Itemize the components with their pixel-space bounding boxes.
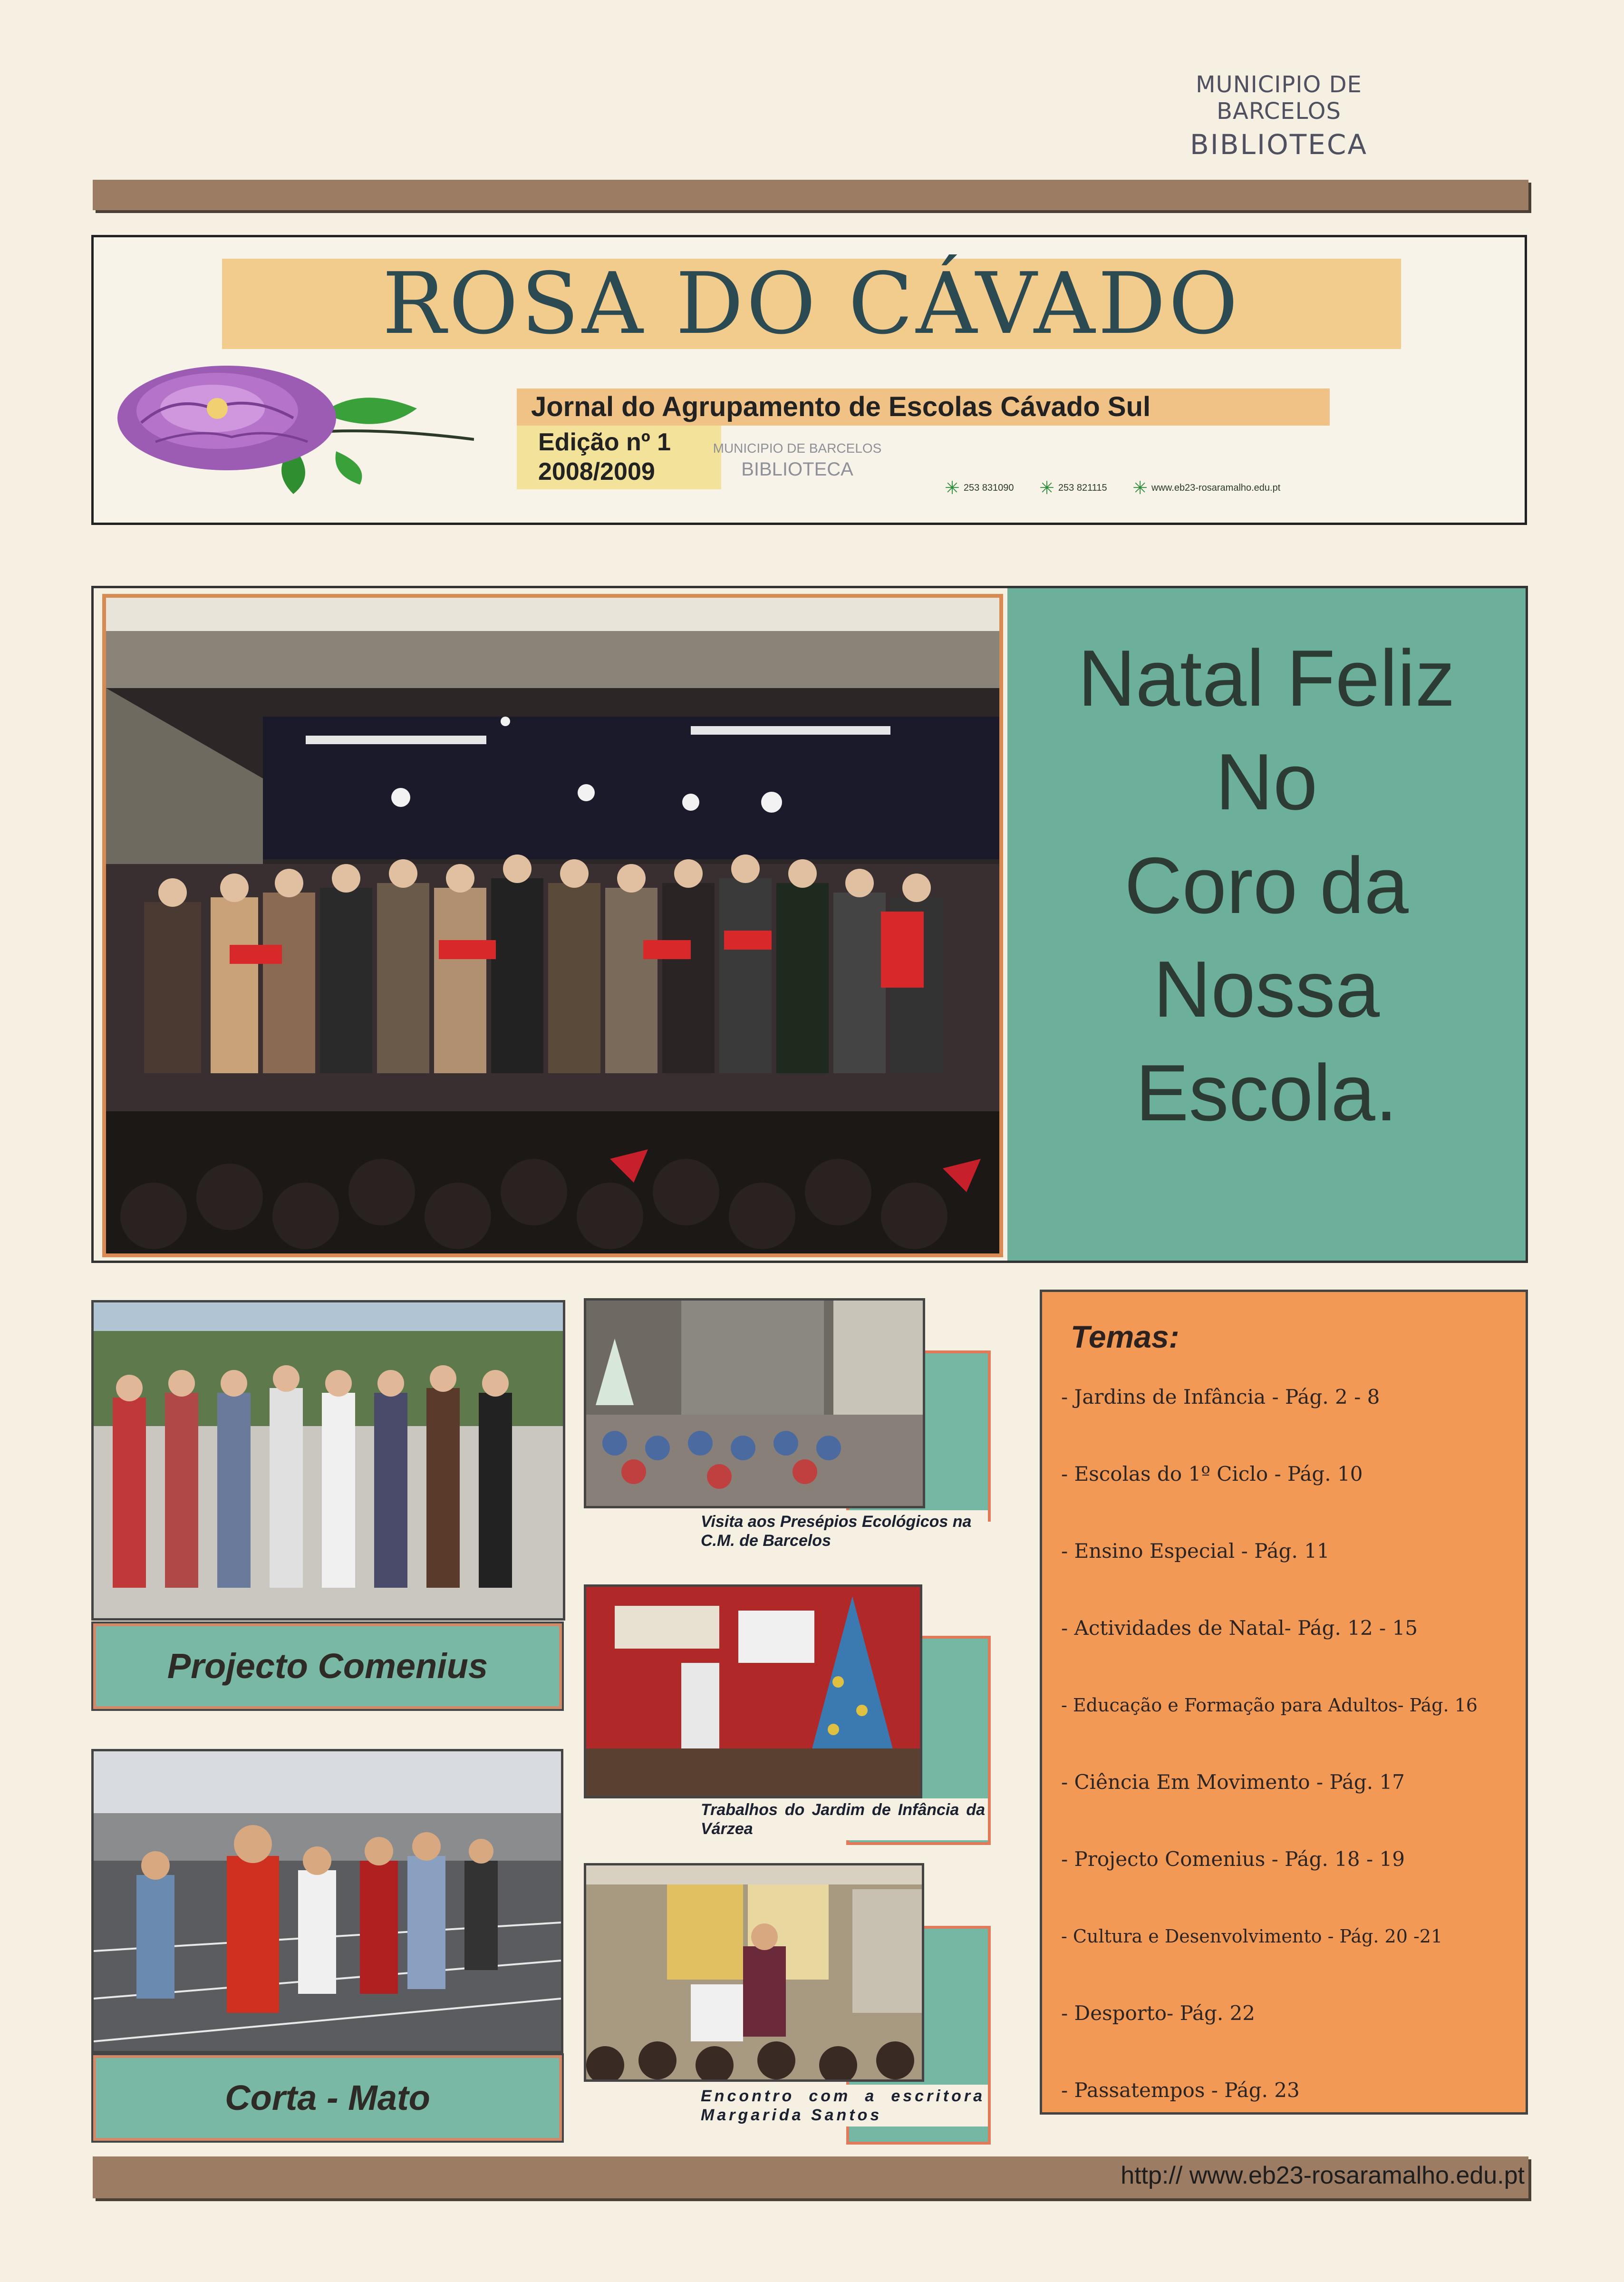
phone-icon: ✳: [945, 478, 960, 498]
headline-line-1: Natal Feliz: [1078, 633, 1455, 723]
corta-mato-caption: Corta - Mato: [225, 2078, 430, 2117]
contact-strip: [945, 477, 1303, 499]
encontro-image: [586, 1865, 922, 2079]
trabalhos-caption: Trabalhos do Jardim de Infância da Várzea: [698, 1798, 988, 1840]
inner-stamp-line-1: MUNICIPIO DE BARCELOS: [713, 441, 882, 456]
rose-logo-icon: [113, 356, 474, 494]
edition-year: 2008/2009: [538, 458, 655, 486]
presepios-photo: [584, 1298, 925, 1508]
phone-icon: ✳: [1039, 478, 1054, 498]
temas-item[interactable]: - Desporto- Pág. 22: [1061, 2001, 1256, 2025]
temas-item[interactable]: - Escolas do 1º Ciclo - Pág. 10: [1061, 1462, 1363, 1486]
presepios-image: [586, 1301, 923, 1506]
newspaper-subtitle: Jornal do Agrupamento de Escolas Cávado Sul: [531, 391, 1151, 422]
trabalhos-photo: [584, 1584, 922, 1798]
encontro-photo: [584, 1863, 924, 2082]
phone-1: 253 831090: [963, 483, 1014, 493]
running-photo-image: [94, 1751, 561, 2051]
website: www.eb23-rosaramalho.edu.pt: [1151, 483, 1281, 493]
inner-library-stamp: [712, 441, 883, 480]
comenius-caption-box: [93, 1623, 562, 1709]
hero-section: [91, 586, 1528, 1263]
temas-panel: [1040, 1290, 1528, 2115]
temas-title: Temas:: [1071, 1319, 1179, 1354]
headline-line-3: Coro da: [1124, 841, 1409, 930]
temas-item[interactable]: - Projecto Comenius - Pág. 18 - 19: [1061, 1847, 1405, 1871]
corta-mato-caption-box: [93, 2055, 562, 2141]
temas-item[interactable]: - Passatempos - Pág. 23: [1061, 2078, 1300, 2102]
headline-line-5: Escola.: [1135, 1048, 1398, 1137]
web-icon: ✳: [1132, 478, 1148, 498]
inner-stamp-line-2: BIBLIOTECA: [741, 459, 853, 480]
edition-number: Edição nº 1: [538, 428, 671, 456]
bottom-url-bar: [93, 2156, 1528, 2198]
hero-headline-panel: [1007, 588, 1526, 1261]
newspaper-title: ROSA DO CÁVADO: [382, 254, 1241, 353]
hero-headline: [1007, 626, 1526, 1145]
temas-item[interactable]: - Ciência Em Movimento - Pág. 17: [1061, 1770, 1405, 1794]
comenius-photo: [91, 1300, 565, 1621]
temas-list: [1061, 1359, 1532, 2129]
headline-line-4: Nossa: [1153, 944, 1380, 1034]
temas-item[interactable]: - Cultura e Desenvolvimento - Pág. 20 -21: [1061, 1926, 1443, 1947]
phone-2: 253 821115: [1058, 483, 1107, 493]
temas-item[interactable]: - Ensino Especial - Pág. 11: [1061, 1539, 1330, 1563]
temas-item[interactable]: - Educação e Formação para Adultos- Pág. 16: [1061, 1695, 1478, 1716]
corta-mato-photo: [91, 1749, 563, 2053]
group-photo-image: [94, 1302, 563, 1618]
footer-url[interactable]: http:// www.eb23-rosaramalho.edu.pt: [1121, 2162, 1525, 2189]
encontro-caption: Encontro com a escritora Margarida Santos: [698, 2085, 988, 2127]
headline-line-2: No: [1215, 737, 1318, 826]
trabalhos-image: [586, 1587, 920, 1796]
temas-item[interactable]: - Jardins de Infância - Pág. 2 - 8: [1061, 1385, 1380, 1408]
choir-scene-image: [106, 598, 999, 1253]
stamp-line-2: BIBLIOTECA: [1189, 128, 1368, 161]
top-divider-bar: [93, 180, 1528, 210]
stamp-line-1: MUNICIPIO DE BARCELOS: [1196, 71, 1362, 125]
presepios-caption: Visita aos Presépios Ecológicos na C.M. de Barcelos: [698, 1510, 988, 1552]
masthead: [91, 235, 1527, 525]
comenius-caption: Projecto Comenius: [167, 1646, 488, 1686]
temas-item[interactable]: - Actividades de Natal- Pág. 12 - 15: [1061, 1616, 1418, 1640]
edition-info: [538, 427, 671, 486]
library-stamp: [1141, 71, 1417, 161]
choir-photo: [102, 594, 1003, 1257]
